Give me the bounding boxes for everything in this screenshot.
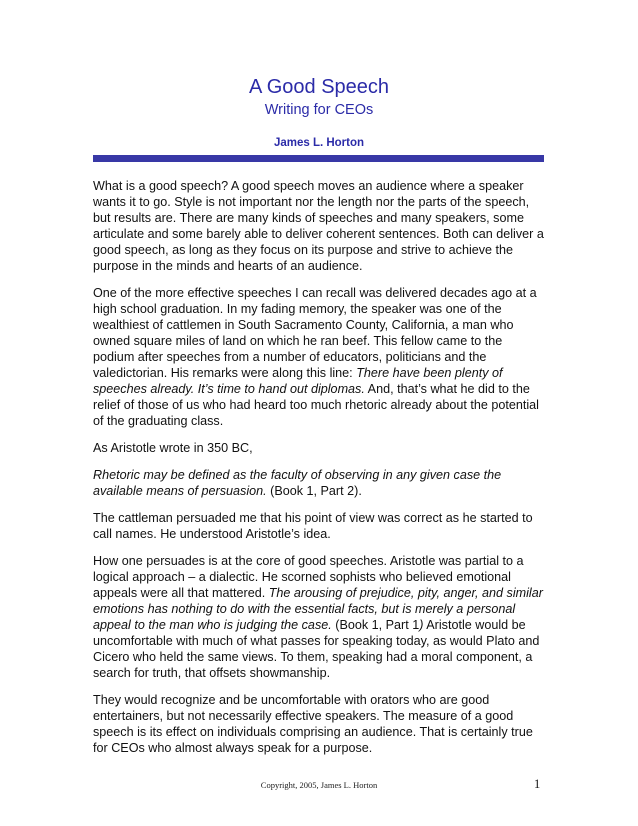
- paragraph-text: And, that’s what he did to the relief of those of us who had heard too much rhetoric already about the potential of the graduating class.: [93, 382, 539, 428]
- paragraph-1: [93, 178, 545, 274]
- speech-quote: There have been plenty of speeches already. It’s time to hand out diplomas.: [93, 366, 503, 396]
- paragraph-text: They would recognize and be uncomfortable with orators who are good entertainers, but not necessarily effective speakers. The measure of a good speech is its effect on individuals comprising an audience. That is certainly true for CEOs who almost always speak for a purpose.: [93, 693, 533, 755]
- paragraph-text: The cattleman persuaded me that his point of view was correct as he started to call names. He understood Aristotle’s idea.: [93, 511, 533, 541]
- page-number: 1: [534, 777, 541, 791]
- paragraph-2: [93, 285, 545, 429]
- paragraph-6: [93, 553, 545, 681]
- author-name: James L. Horton: [273, 137, 365, 149]
- paragraph-text: One of the more effective speeches I can recall was delivered decades ago at a high school graduation. In my fading memory, the speaker was one of the wealthiest of cattlemen in South Sacramento County, California, a man who owned square miles of land on which he ran beef. This fellow came to the podium after speeches from a number of educators, politicians and the valedictorian. His remarks were along this line:: [93, 286, 537, 380]
- paragraph-3: [93, 440, 545, 456]
- article-body: [93, 178, 545, 767]
- citation: (Book 1, Part 1: [331, 618, 420, 632]
- paragraph-5: [93, 510, 545, 542]
- aristotle-quote: Rhetoric may be defined as the faculty of observing in any given case the available means of persuasion.: [93, 468, 502, 498]
- paragraph-7: [93, 692, 545, 756]
- document-subtitle: Writing for CEOs: [264, 102, 374, 118]
- citation: (Book 1, Part 2).: [266, 484, 362, 498]
- paragraph-text: Aristotle would be uncomfortable with much of what passes for speaking today, as would Plato and Cicero who held the same views. To them, speaking had a moral component, a search for truth, that offsets showmanship.: [93, 618, 540, 680]
- paragraph-4: [93, 467, 545, 499]
- copyright-footer: Copyright, 2005, James L. Horton: [260, 780, 378, 790]
- citation-paren: ): [419, 618, 424, 632]
- paragraph-text: What is a good speech? A good speech moves an audience where a speaker wants it to go. Style is not important nor the length nor the parts of the speech, but results are. There are many kinds of speeches and many speakers, some articulate and some barely able to deliver coherent sentences. Both can deliver a good speech, as long as they focus on its purpose and strive to achieve the purpose in the minds and hearts of an audience.: [93, 179, 544, 273]
- paragraph-text: How one persuades is at the core of good speeches. Aristotle was partial to a logical approach – a dialectic. He scorned sophists who believed emotional appeals were all that mattered.: [93, 554, 524, 600]
- header-divider: [93, 155, 544, 162]
- aristotle-quote: The arousing of prejudice, pity, anger, and similar emotions has nothing to do with the essential facts, but is merely a personal appeal to the man who is judging the case.: [93, 586, 543, 632]
- paragraph-text: As Aristotle wrote in 350 BC,: [93, 441, 253, 455]
- document-title: A Good Speech: [248, 76, 390, 98]
